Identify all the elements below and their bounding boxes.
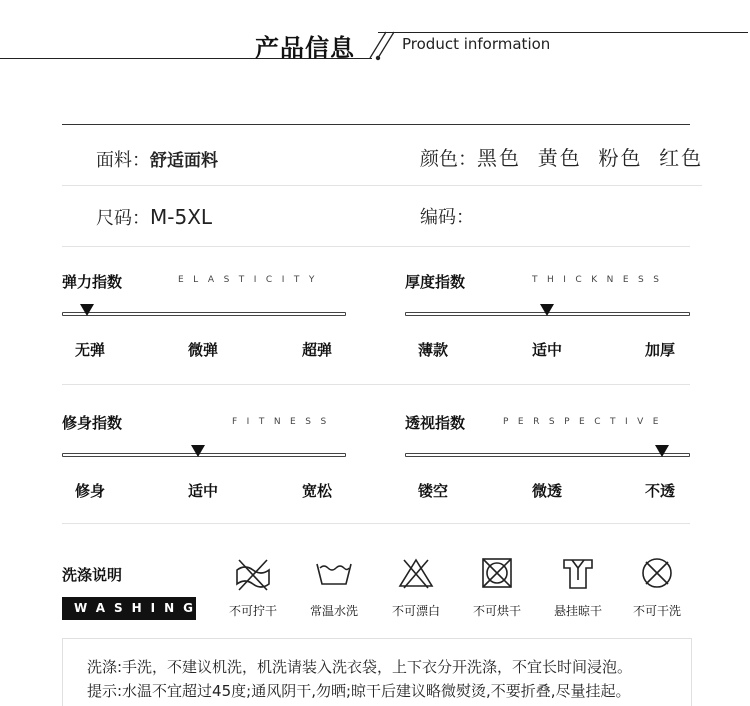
hang-dry-icon (558, 556, 598, 592)
elasticity-english: ELASTICITY (178, 275, 324, 285)
perspective-level-low: 镂空 (418, 482, 449, 500)
fitness-title: 修身指数 (62, 414, 123, 432)
no-dry-clean-label: 不可干洗 (632, 604, 681, 618)
no-wring-label: 不可拧干 (228, 604, 277, 618)
perspective-level-high: 不透 (645, 482, 676, 500)
index-divider-2 (62, 523, 690, 524)
care-notes-box (62, 638, 692, 706)
perspective-level-mid: 微透 (532, 482, 563, 500)
color-value: 黑色 黄色 粉色 红色 (477, 146, 704, 170)
no-bleach-label: 不可漂白 (391, 604, 440, 618)
code-row (420, 203, 474, 229)
elasticity-marker (80, 304, 94, 316)
elasticity-track (62, 312, 346, 316)
header-divider-right (378, 32, 748, 33)
elasticity-level-low: 无弹 (75, 341, 106, 359)
fabric-value: 舒适面料 (150, 151, 218, 171)
no-wring-icon (233, 556, 273, 592)
perspective-marker (655, 445, 669, 457)
page-title: 产品信息 (255, 34, 355, 62)
fitness-level-low: 修身 (75, 482, 106, 500)
info-mid-rule (62, 185, 702, 186)
perspective-track (405, 453, 690, 457)
info-top-rule (62, 124, 690, 125)
color-label: 颜色： (420, 148, 478, 170)
thickness-marker (540, 304, 554, 316)
perspective-english: PERSPECTIVE (503, 417, 668, 427)
fitness-level-high: 宽松 (302, 482, 333, 500)
size-value: M-5XL (150, 205, 213, 229)
elasticity-level-mid: 微弹 (188, 341, 219, 359)
thickness-level-low: 薄款 (418, 341, 449, 359)
thickness-level-mid: 适中 (532, 341, 563, 359)
index-divider-1 (62, 384, 690, 385)
fitness-level-mid: 适中 (188, 482, 219, 500)
normal-temp-wash-icon (314, 556, 354, 592)
fabric-row (96, 146, 218, 172)
fitness-marker (191, 445, 205, 457)
no-tumble-dry-icon (477, 556, 517, 592)
thickness-english: THICKNESS (532, 275, 669, 285)
no-tumble-dry-label: 不可烘干 (472, 604, 521, 618)
info-bottom-rule (62, 246, 690, 247)
thickness-level-high: 加厚 (645, 341, 676, 359)
size-label: 尺码： (96, 208, 150, 229)
elasticity-level-high: 超弹 (302, 341, 333, 359)
no-bleach-icon (396, 556, 436, 592)
hang-dry-label: 悬挂晾干 (553, 604, 602, 618)
fitness-english: FITNESS (232, 417, 336, 427)
no-dry-clean-icon (637, 556, 677, 592)
page-subtitle: Product information (402, 35, 551, 53)
elasticity-title: 弹力指数 (62, 273, 123, 291)
header-slash-decoration (364, 28, 404, 62)
care-note-wash: 洗涤:手洗，不建议机洗，机洗请装入洗衣袋，上下衣分开洗涤，不宜长时间浸泡。 (87, 658, 633, 676)
thickness-title: 厚度指数 (405, 273, 466, 291)
normal-temp-wash-label: 常温水洗 (309, 604, 358, 618)
care-note-tip: 提示:水温不宜超过45度;通风阴干,勿晒;晾干后建议略微熨烫,不要折叠,尽量挂起。 (87, 682, 631, 700)
fabric-label: 面料： (96, 150, 150, 171)
color-row (420, 142, 703, 171)
washing-english-bar: WASHING (62, 597, 196, 620)
code-label: 编码： (420, 207, 474, 228)
washing-title: 洗涤说明 (62, 566, 123, 584)
perspective-title: 透视指数 (405, 414, 466, 432)
size-row (96, 204, 212, 230)
